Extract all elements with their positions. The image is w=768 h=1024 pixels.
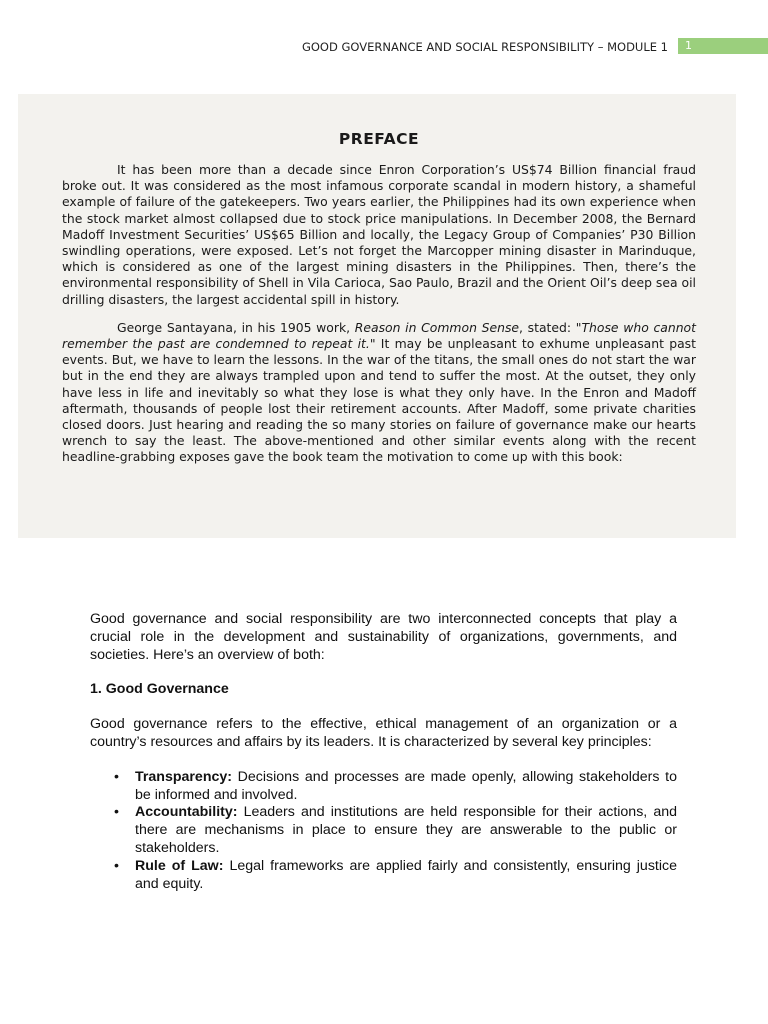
preface-paragraph-2-rest: It may be unpleasant to exhume unpleasant past events. But, we have to learn the lessons. In the war of the titans, the small ones do not start the war but in the end they are always trampled upon and tend to suffer the most. At the outset, they only have less in life and inevitably so what they lose is what they only have. In the Enron and Madoff aftermath, thousands of people lost their retirement accounts. After Madoff, some private charities closed doors. Just hearing and reading the so many stories on failure of governance make our hearts wrench to say the least. The above-mentioned and other similar events along with the recent headline-grabbing exposes gave the book team the motivation to come up with this book: bbox=[62, 336, 696, 465]
list-item-term: Accountability: bbox=[135, 804, 238, 821]
bullet-icon: • bbox=[114, 804, 119, 821]
book-title: Reason in Common Sense bbox=[354, 319, 520, 335]
page-header bbox=[0, 38, 768, 56]
list-item bbox=[114, 857, 677, 894]
document-body bbox=[90, 611, 677, 893]
bullet-icon: • bbox=[114, 768, 119, 785]
section-intro-paragraph: Good governance refers to the effective, ethical management of an organization or a country’s resources and affairs by its leaders. It is characterized by several key principles: bbox=[90, 716, 677, 750]
preface-paragraph-2-lead: George Santayana, in his 1905 work, bbox=[117, 319, 355, 335]
header-title: GOOD GOVERNANCE AND SOCIAL RESPONSIBILITY – MODULE 1 bbox=[301, 40, 668, 54]
principles-list bbox=[90, 769, 677, 894]
page-number: 1 bbox=[685, 39, 692, 52]
santayana-quote: "Those who cannot remember the past are condemned to repeat it." bbox=[62, 319, 696, 352]
preface-paragraph-2-stated: , stated: bbox=[519, 319, 576, 335]
list-item-text: Legal frameworks are applied fairly and consistently, ensuring justice and equity. bbox=[135, 857, 677, 892]
intro-paragraph: Good governance and social responsibility are two interconnected concepts that play a crucial role in the development and sustainability of organizations, governments, and societies. Here’s an overview of both: bbox=[90, 611, 677, 663]
preface-title: PREFACE bbox=[338, 130, 420, 148]
preface-paragraph-2 bbox=[62, 320, 696, 466]
page-number-badge bbox=[678, 38, 768, 54]
list-item-term: Rule of Law: bbox=[135, 857, 224, 874]
section-heading: 1. Good Governance bbox=[90, 681, 229, 698]
list-item-text: Leaders and institutions are held responsible for their actions, and there are mechanisms in place to ensure they are answerable to the public or stakeholders. bbox=[135, 804, 677, 856]
list-item bbox=[114, 804, 677, 857]
list-item-term: Transparency: bbox=[135, 768, 232, 785]
list-item-text: Decisions and processes are made openly, allowing stakeholders to be informed and involved. bbox=[135, 768, 677, 803]
scanned-preface-image bbox=[18, 94, 736, 538]
list-item bbox=[114, 768, 677, 805]
bullet-icon: • bbox=[114, 857, 119, 874]
preface-paragraph-1: It has been more than a decade since Enron Corporation’s US$74 Billion financial fraud broke out. It was considered as the most infamous corporate scandal in modern history, a shameful example of failure of the gatekeepers. Two years earlier, the Philippines had its own experience when the stock market almost collapsed due to stock price manipulations. In December 2008, the Bernard Madoff Investment Securities’ US$65 Billion and locally, the Legacy Group of Companies’ P30 Billion swindling operations, were exposed. Let’s not forget the Marcopper mining disaster in Marinduque, which is considered as one of the largest mining disasters in the Philippines. Then, there’s the environmental responsibility of Shell in Vila Carioca, Sao Paulo, Brazil and the Orient Oil’s deep sea oil drilling disasters, the largest accidental spill in history. bbox=[62, 162, 696, 307]
